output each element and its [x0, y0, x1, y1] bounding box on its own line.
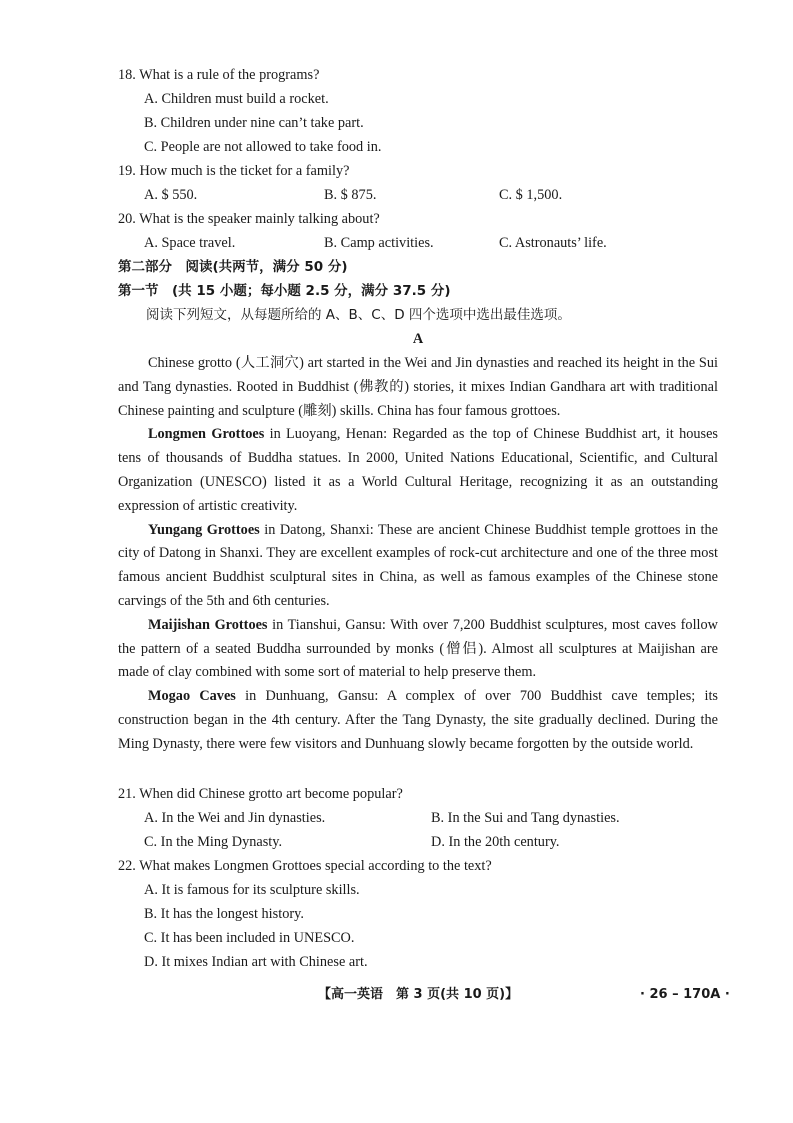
maijishan-text: in Tianshui, Gansu: With over 7,200 Buddhist sculptures, most caves follow the pattern of a seated Buddha surrounded by monks (僧侣). Almost all sculptures at Maijishan are made of clay combined with some sort of material to help preserve them.	[118, 616, 718, 681]
listening-questions	[118, 63, 718, 351]
question-20-options	[118, 231, 718, 255]
question-21-option-c: C. In the Ming Dynasty.	[144, 834, 283, 850]
question-21-stem: 21. When did Chinese grotto art become popular?	[118, 786, 403, 802]
passage-label: A	[412, 331, 424, 347]
passage-a	[118, 352, 718, 757]
question-18-option-c: C. People are not allowed to take food in.	[144, 139, 382, 155]
question-20-option-c: C. Astronauts’ life.	[499, 235, 607, 251]
longmen-heading: Longmen Grottoes	[148, 426, 265, 443]
question-20-option-b: B. Camp activities.	[324, 235, 434, 251]
question-19-option-a: A. $ 550.	[144, 187, 198, 203]
footer-page-info: 【高一英语 第 3 页(共 10 页)】	[318, 987, 519, 1002]
longmen-paragraph	[118, 423, 718, 518]
footer-paper-code: · 26 – 170A ·	[640, 987, 730, 1002]
maijishan-heading: Maijishan Grottoes	[148, 616, 268, 633]
question-18-option-b: B. Children under nine can’t take part.	[144, 115, 364, 131]
question-19-options	[118, 183, 718, 207]
question-19-stem: 19. How much is the ticket for a family?	[118, 163, 350, 179]
question-21-option-a: A. In the Wei and Jin dynasties.	[144, 810, 326, 826]
question-18-option-a: A. Children must build a rocket.	[144, 91, 329, 107]
question-22-option-c: C. It has been included in UNESCO.	[144, 930, 355, 946]
question-21-options-row-2	[118, 830, 718, 854]
question-19-option-b: B. $ 875.	[324, 187, 377, 203]
question-22-stem: 22. What makes Longmen Grottoes special according to the text?	[118, 858, 492, 874]
section-2-instruction: 阅读下列短文，从每题所给的 A、B、C、D 四个选项中选出最佳选项。	[146, 307, 571, 323]
question-22-option-a: A. It is famous for its sculpture skills.	[144, 882, 360, 898]
question-20-stem: 20. What is the speaker mainly talking about?	[118, 211, 380, 227]
question-21-option-d: D. In the 20th century.	[431, 834, 560, 850]
question-22-option-b: B. It has the longest history.	[144, 906, 304, 922]
maijishan-paragraph	[118, 614, 718, 685]
yungang-paragraph	[118, 519, 718, 614]
yungang-text: in Datong, Shanxi: These are ancient Chinese Buddhist temple grottoes in the city of Datong in Shanxi. They are excellent examples of rock-cut architecture and one of the three most famous ancient Buddhist sculptural sites in China, as well as famous examples of the Chinese stone carvings of the 5th and 6th centuries.	[118, 521, 719, 609]
mogao-paragraph	[118, 685, 718, 756]
longmen-text: in Luoyang, Henan: Regarded as the top of Chinese Buddhist art, it houses tens of thousands of Buddha statues. In 2000, United Nations Educational, Scientific, and Cultural Organization (UNESCO) listed it as a World Cultural Heritage, recognizing it as an outstanding expression of artistic creativity.	[118, 426, 718, 514]
question-19-option-c: C. $ 1,500.	[499, 187, 563, 203]
question-22-option-d: D. It mixes Indian art with Chinese art.	[144, 954, 368, 970]
mogao-heading: Mogao Caves	[148, 688, 236, 705]
reading-questions	[118, 782, 718, 974]
page-footer	[0, 983, 793, 1007]
section-2-part-1-title: 第一节 (共 15 小题；每小题 2.5 分，满分 37.5 分)	[118, 283, 451, 299]
question-21-option-b: B. In the Sui and Tang dynasties.	[431, 810, 620, 826]
question-18-stem: 18. What is a rule of the programs?	[118, 67, 320, 83]
question-21-options-row-1	[118, 806, 718, 830]
question-20-option-a: A. Space travel.	[144, 235, 236, 251]
passage-intro-paragraph: Chinese grotto (人工洞穴) art started in the Wei and Jin dynasties and reached its height in the Sui and Tang dynasties. Rooted in Buddhist (佛教的) stories, it mixes Indian Gandhara art with traditional Chinese painting and sculpture (雕刻) skills. China has four famous grottoes.	[118, 355, 718, 419]
yungang-heading: Yungang Grottoes	[148, 521, 260, 538]
section-2-title: 第二部分 阅读(共两节，满分 50 分)	[118, 259, 348, 275]
mogao-text: in Dunhuang, Gansu: A complex of over 700 Buddhist cave temples; its construction began in the 4th century. After the Tang Dynasty, the site gradually declined. During the Ming Dynasty, there were few visitors and Dunhuang slowly became forgotten by the outside world.	[118, 688, 718, 752]
